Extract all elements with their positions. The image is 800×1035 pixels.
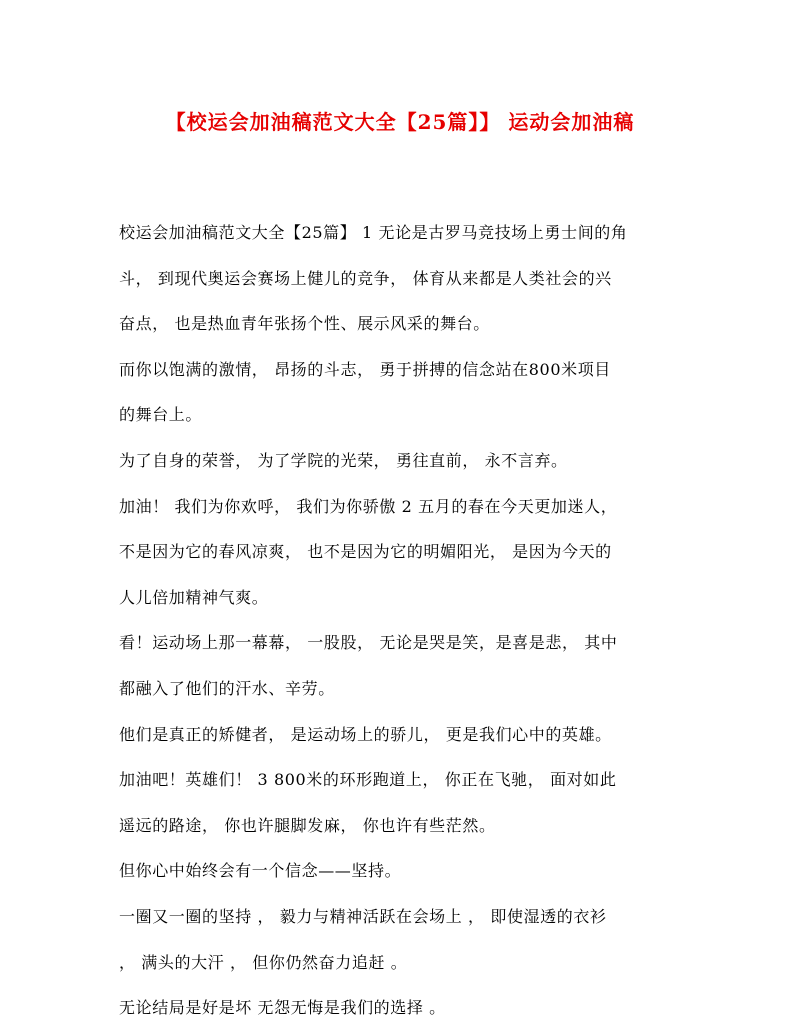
body-line: 而你以饱满的激情， 昂扬的斗志， 勇于拼搏的信念站在800米项目 [119,359,611,379]
body-line: 不是因为它的春风凉爽， 也不是因为它的明媚阳光， 是因为今天的 [119,542,612,562]
document-body [119,210,689,1031]
body-line: ， 满头的大汗 ， 但你仍然奋力追赶 。 [119,952,408,972]
body-line: 遥远的路途， 你也许腿脚发麻， 你也许有些茫然。 [119,815,496,835]
body-line: 但你心中始终会有一个信念——坚持。 [119,861,402,881]
body-line: 都融入了他们的汗水、辛劳。 [119,678,335,698]
body-line: 他们是真正的矫健者， 是运动场上的骄儿， 更是我们心中的英雄。 [119,724,612,744]
body-line: 奋点， 也是热血青年张扬个性、展示风采的舞台。 [119,314,490,334]
body-line: 无论结局是好是坏 无怨无悔是我们的选择 。 [119,998,446,1018]
document-title: 【校运会加油稿范文大全【25篇】】 运动会加油稿 [165,110,635,134]
body-line: 的舞台上。 [119,405,203,425]
body-line: 一圈又一圈的坚持 ， 毅力与精神活跃在会场上 ， 即使湿透的衣衫 [119,906,607,926]
body-line: 加油！ 我们为你欢呼， 我们为你骄傲 2 五月的春在今天更加迷人， [119,496,618,516]
body-line: 斗， 到现代奥运会赛场上健儿的竞争， 体育从来都是人类社会的兴 [119,268,612,288]
body-line: 为了自身的荣誉， 为了学院的光荣， 勇往直前， 永不言弃。 [119,450,568,470]
body-line: 加油吧！英雄们！ 3 800米的环形跑道上， 你正在飞驰， 面对如此 [119,770,617,790]
body-line: 校运会加油稿范文大全【25篇】 1 无论是古罗马竞技场上勇士间的角 [119,223,628,242]
body-line: 看！运动场上那一幕幕， 一股股， 无论是哭是笑，是喜是悲， 其中 [119,633,618,653]
body-line: 人儿倍加精神气爽。 [119,587,269,607]
